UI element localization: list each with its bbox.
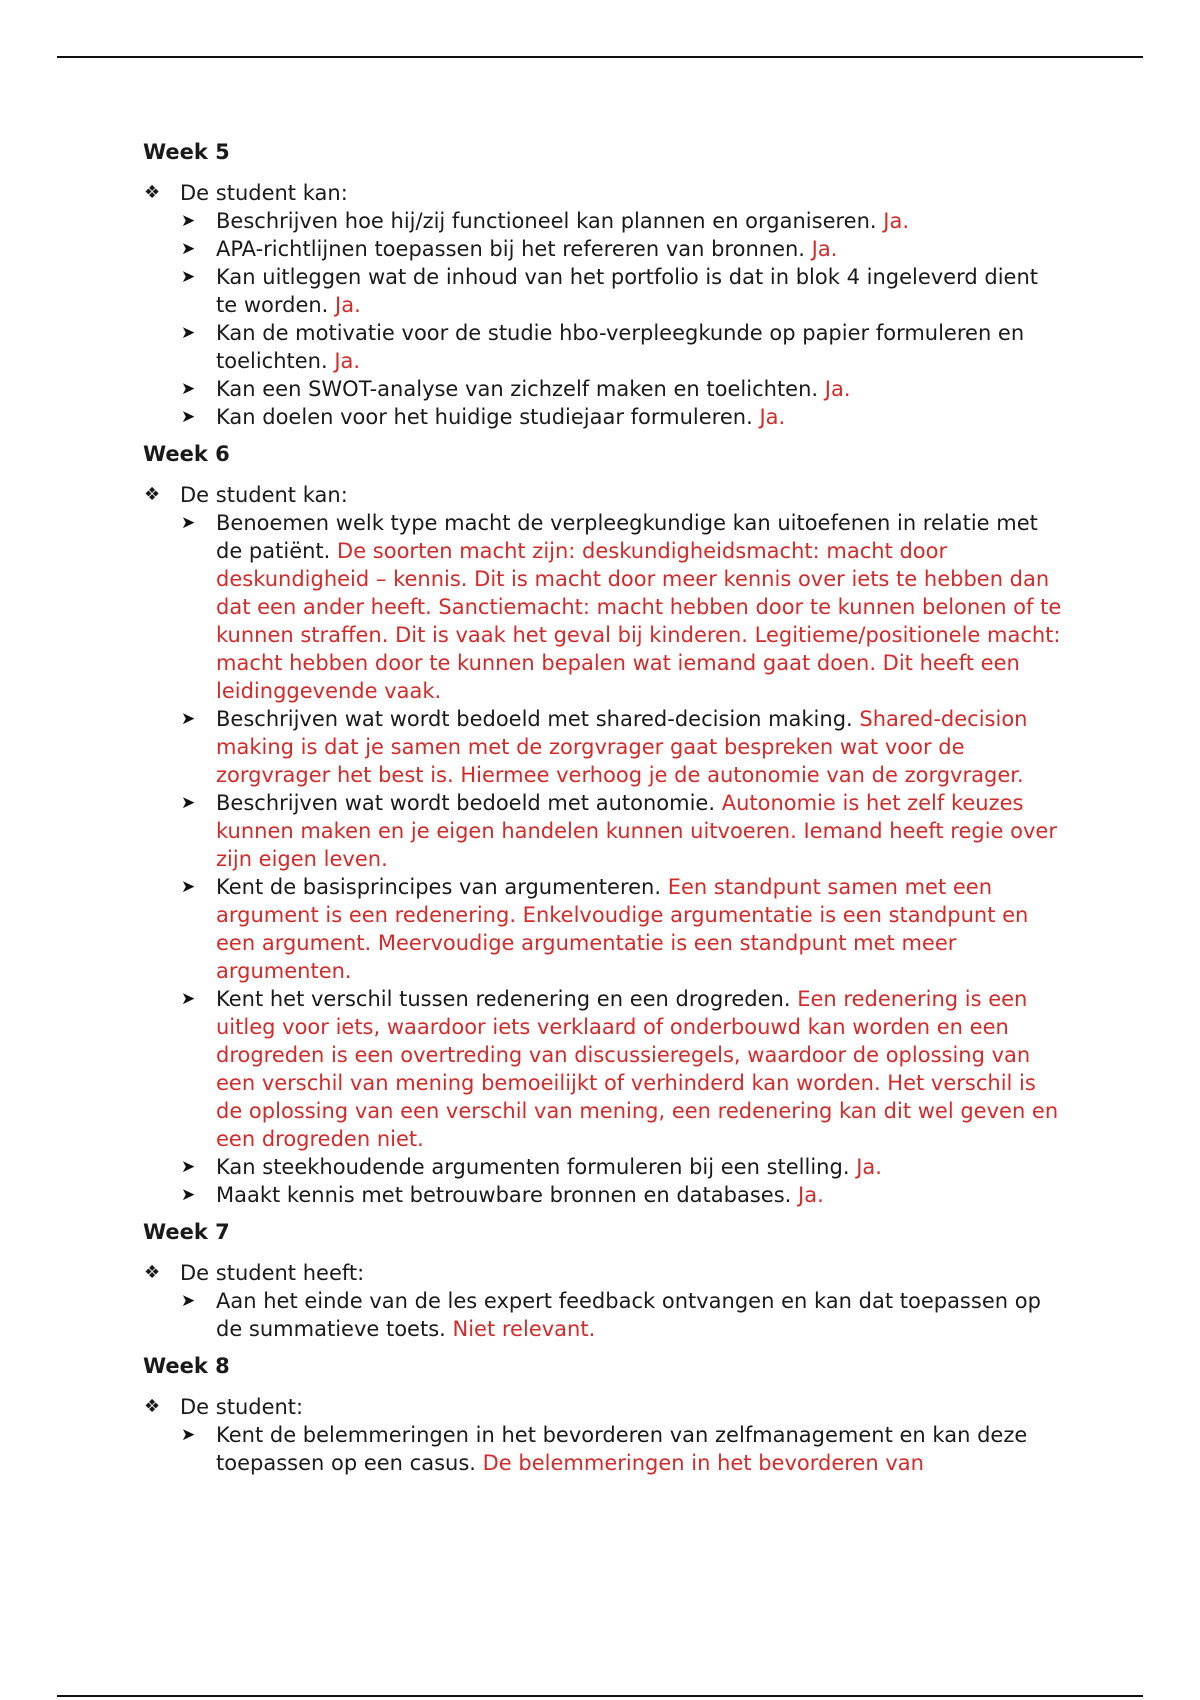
item-answer: Niet relevant. <box>452 1317 596 1341</box>
list-item <box>143 1153 1063 1181</box>
arrowhead-bullet-icon: ➤ <box>181 709 196 729</box>
criteria-list <box>143 1287 1063 1343</box>
item-answer: Ja. <box>759 405 786 429</box>
list-item <box>143 235 1063 263</box>
item-answer: Ja. <box>798 1183 824 1207</box>
arrowhead-bullet-icon: ➤ <box>181 989 196 1009</box>
diamond-bullet-icon: ❖ <box>144 1396 161 1417</box>
list-item <box>143 263 1063 319</box>
arrowhead-bullet-icon: ➤ <box>181 1425 196 1445</box>
item-answer: Ja. <box>883 209 910 233</box>
item-answer: Ja. <box>824 377 851 401</box>
criteria-list <box>143 207 1063 431</box>
list-item <box>143 375 1063 403</box>
item-text: Kent het verschil tussen redenering en een drogreden. <box>216 987 791 1011</box>
diamond-bullet-icon: ❖ <box>144 1262 161 1283</box>
week-section <box>143 1218 1063 1343</box>
arrowhead-bullet-icon: ➤ <box>181 513 196 533</box>
intro-line <box>143 1259 1063 1287</box>
intro-text: De student: <box>180 1395 304 1419</box>
item-text: Benoemen welk type macht de verpleegkundige kan uitoefenen in relatie met de patiënt. <box>216 511 1038 563</box>
list-item <box>143 789 1063 873</box>
item-text: Beschrijven wat wordt bedoeld met autonomie. <box>216 791 716 815</box>
week-section <box>143 138 1063 431</box>
item-answer: De soorten macht zijn: deskundigheidsmacht: macht door deskundigheid – kennis. Dit is macht door meer kennis over iets te hebben dan dat een ander heeft. Sanctiemacht: macht hebben door te kunnen belonen of te kunnen straffen. Dit is vaak het geval bij kinderen. Legitieme/positionele macht: macht hebben door te kunnen bepalen wat iemand gaat doen. Dit heeft een leidinggevende vaak. <box>216 539 1062 703</box>
arrowhead-bullet-icon: ➤ <box>181 267 196 287</box>
criteria-list <box>143 1421 1063 1477</box>
arrowhead-bullet-icon: ➤ <box>181 1291 196 1311</box>
arrowhead-bullet-icon: ➤ <box>181 1185 196 1205</box>
list-item <box>143 403 1063 431</box>
intro-line <box>143 481 1063 509</box>
item-answer: Een redenering is een uitleg voor iets, waardoor iets verklaard of onderbouwd kan worden en een drogreden is een overtreding van discussieregels, waardoor de oplossing van een verschil van mening bemoeilijkt of verhinderd kan worden. Het verschil is de oplossing van een verschil van mening, een redenering kan dit wel geven en een drogreden niet. <box>216 987 1059 1151</box>
arrowhead-bullet-icon: ➤ <box>181 793 196 813</box>
intro-text: De student heeft: <box>180 1261 365 1285</box>
arrowhead-bullet-icon: ➤ <box>181 211 196 231</box>
item-text: Kan uitleggen wat de inhoud van het portfolio is dat in blok 4 ingeleverd dient te worden. <box>216 265 1039 317</box>
item-text: Maakt kennis met betrouwbare bronnen en databases. <box>216 1183 792 1207</box>
list-item <box>143 1181 1063 1209</box>
item-answer: Ja. <box>856 1155 882 1179</box>
intro-text: De student kan: <box>180 181 348 205</box>
header-rule <box>57 56 1143 58</box>
arrowhead-bullet-icon: ➤ <box>181 877 196 897</box>
arrowhead-bullet-icon: ➤ <box>181 407 196 427</box>
item-text: Kent de belemmeringen in het bevorderen van zelfmanagement en kan deze toepassen op een casus. <box>216 1423 1028 1475</box>
item-text: Kan een SWOT-analyse van zichzelf maken en toelichten. <box>216 377 819 401</box>
item-text: Kan doelen voor het huidige studiejaar formuleren. <box>216 405 753 429</box>
intro-line <box>143 179 1063 207</box>
arrowhead-bullet-icon: ➤ <box>181 239 196 259</box>
item-answer: Autonomie is het zelf keuzes kunnen maken en je eigen handelen kunnen uitvoeren. Iemand heeft regie over zijn eigen leven. <box>216 791 1057 871</box>
intro-text: De student kan: <box>180 483 348 507</box>
arrowhead-bullet-icon: ➤ <box>181 379 196 399</box>
week-section <box>143 440 1063 1209</box>
footer-rule <box>57 1695 1143 1697</box>
arrowhead-bullet-icon: ➤ <box>181 1157 196 1177</box>
week-heading: Week 7 <box>143 1220 230 1244</box>
document-body <box>143 138 1063 1486</box>
list-item <box>143 207 1063 235</box>
item-text: Beschrijven wat wordt bedoeld met shared-decision making. <box>216 707 853 731</box>
item-text: Kent de basisprincipes van argumenteren. <box>216 875 662 899</box>
week-section <box>143 1352 1063 1477</box>
week-heading: Week 8 <box>143 1354 230 1378</box>
list-item <box>143 319 1063 375</box>
intro-line <box>143 1393 1063 1421</box>
diamond-bullet-icon: ❖ <box>144 182 161 203</box>
week-heading: Week 6 <box>143 442 230 466</box>
list-item <box>143 509 1063 705</box>
item-text: Kan de motivatie voor de studie hbo-verpleegkunde op papier formuleren en toelichten. <box>216 321 1025 373</box>
item-text: Beschrijven hoe hij/zij functioneel kan plannen en organiseren. <box>216 209 877 233</box>
item-answer: Ja. <box>811 237 838 261</box>
arrowhead-bullet-icon: ➤ <box>181 323 196 343</box>
list-item <box>143 985 1063 1153</box>
item-answer: De belemmeringen in het bevorderen van <box>482 1451 924 1475</box>
item-answer: Shared-decision making is dat je samen met de zorgvrager gaat bespreken wat voor de zorgvrager het best is. Hiermee verhoog je de autonomie van de zorgvrager. <box>216 707 1028 787</box>
item-text: APA-richtlijnen toepassen bij het refereren van bronnen. <box>216 237 805 261</box>
criteria-list <box>143 509 1063 1209</box>
list-item <box>143 705 1063 789</box>
list-item <box>143 1287 1063 1343</box>
diamond-bullet-icon: ❖ <box>144 484 161 505</box>
item-answer: Ja. <box>335 293 361 317</box>
list-item <box>143 1421 1063 1477</box>
list-item <box>143 873 1063 985</box>
item-answer: Ja. <box>334 349 361 373</box>
item-text: Kan steekhoudende argumenten formuleren bij een stelling. <box>216 1155 850 1179</box>
item-answer: Een standpunt samen met een argument is een redenering. Enkelvoudige argumentatie is een standpunt en een argument. Meervoudige argumentatie is een standpunt met meer argumenten. <box>216 875 1029 983</box>
item-text: Aan het einde van de les expert feedback ontvangen en kan dat toepassen op de summatieve toets. <box>216 1289 1041 1341</box>
week-heading: Week 5 <box>143 140 230 164</box>
